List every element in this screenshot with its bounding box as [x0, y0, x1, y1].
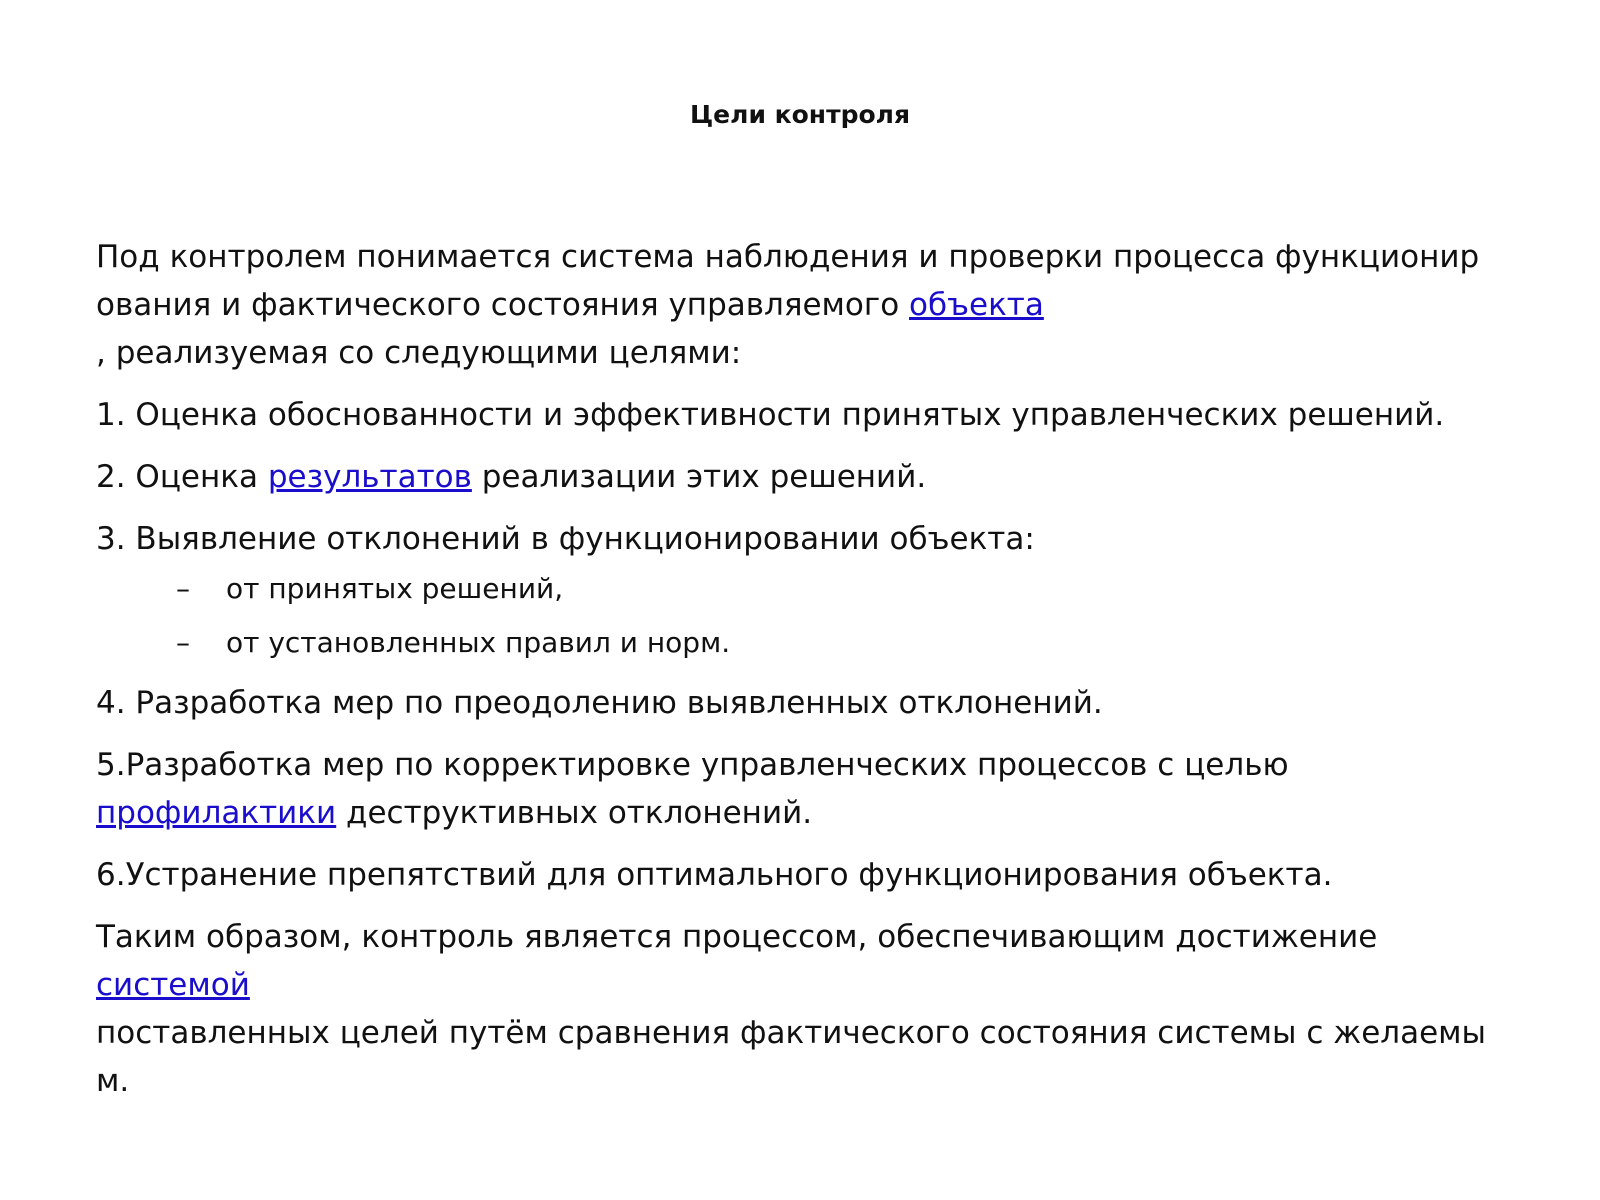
dash-bullet-icon: – [176, 626, 190, 659]
goal-3: 3. Выявление отклонений в функционировании объекта: [96, 521, 1035, 557]
goal-2 [96, 453, 1536, 501]
conclusion-line-2 [96, 961, 1536, 1009]
link-sistemoy[interactable]: системой [96, 967, 250, 1003]
link-rezultatov[interactable]: результатов [267, 459, 472, 495]
intro-line-3: , реализуемая со следующими целями: [96, 335, 742, 371]
conclusion-line-1: Таким образом, контроль является процессом, обеспечивающим достижение [96, 919, 1378, 955]
sub-item-2-text: от установленных правил и норм. [226, 626, 731, 659]
link-profilaktiki[interactable]: профилактики [96, 795, 337, 831]
intro-line-1: Под контролем понимается система наблюдения и проверки процесса функционир [96, 239, 1480, 275]
goal-5-line-2 [96, 789, 1536, 837]
dash-bullet-icon: – [176, 572, 190, 605]
conclusion-paragraph [96, 913, 1536, 1105]
conclusion-line-4: м. [96, 1063, 130, 1099]
sub-item-1-text: от принятых решений, [226, 572, 564, 605]
goal-6: 6.Устранение препятствий для оптимального функционирования объекта. [96, 857, 1333, 893]
link-obekta[interactable]: объекта [909, 287, 1044, 323]
goal-5-after: деструктивных отклонений. [336, 795, 813, 831]
sub-item-1 [96, 571, 1536, 607]
goal-2-before: 2. Оценка [96, 459, 268, 495]
goal-1: 1. Оценка обоснованности и эффективности принятых управленческих решений. [96, 397, 1445, 433]
goal-5-line-1: 5.Разработка мер по корректировке управленческих процессов с целью [96, 747, 1289, 783]
sub-item-2 [96, 625, 1536, 661]
intro-paragraph [96, 233, 1536, 377]
slide-content [96, 233, 1536, 1119]
intro-line-2 [96, 281, 1536, 329]
goal-5 [96, 741, 1536, 837]
intro-line-2-text: ования и фактического состояния управляемого [96, 287, 910, 323]
goal-4: 4. Разработка мер по преодолению выявленных отклонений. [96, 685, 1103, 721]
goal-2-after: реализации этих решений. [471, 459, 927, 495]
page-title: Цели контроля [689, 100, 911, 129]
conclusion-line-3: поставленных целей путём сравнения фактического состояния системы с желаемы [96, 1015, 1487, 1051]
